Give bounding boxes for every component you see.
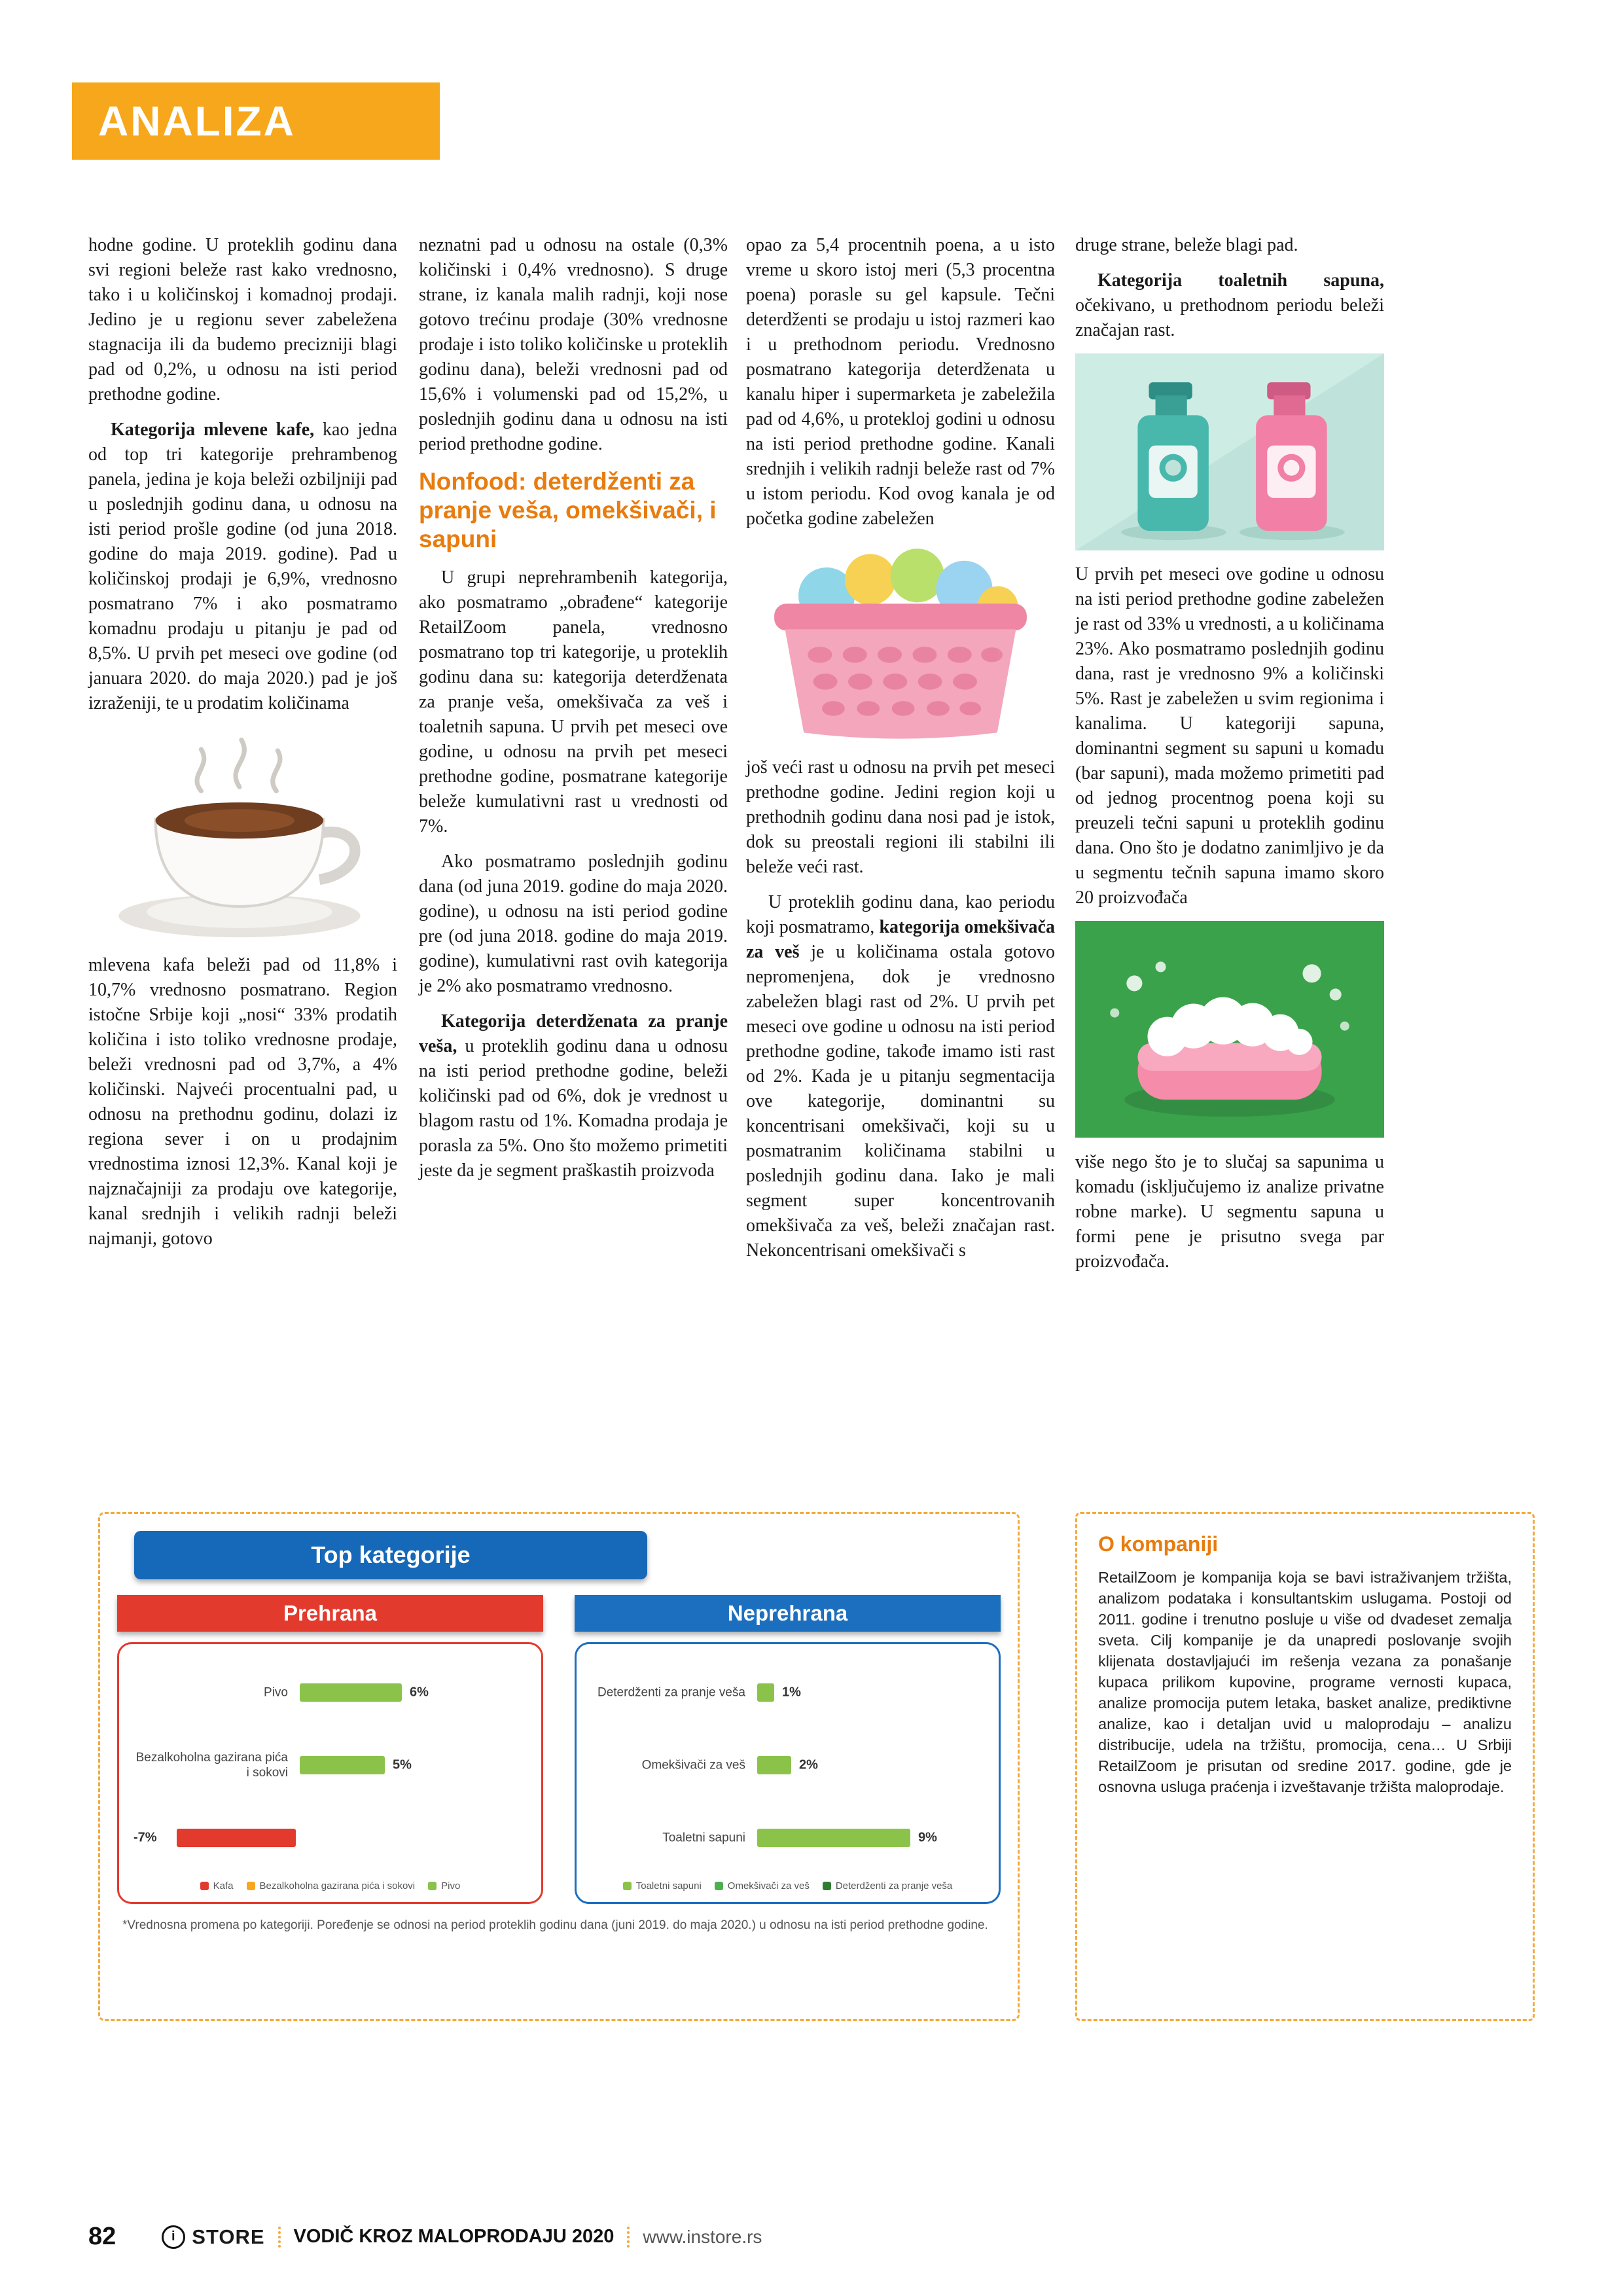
legend-label: Pivo [441, 1880, 461, 1892]
legend-marker-icon [623, 1882, 632, 1890]
legend-item [247, 1880, 416, 1892]
chart-bar-label: Omekšivači za veš [641, 1758, 745, 1772]
paragraph: mlevena kafa beleži pad od 11,8% i 10,7% vrednosno posmatrano. Region istočne Srbije koji „nosi“ 33% prodatih količina i isto toliko vrednosne prodaje, beleži vrednosni pad od 3,7%, a 4% količinski. Najveći procentualni pad, u odnosu na prethodnu godinu, dolazi iz regiona sever i on u prodajnim vrednostima iznosi 12,3%. Kanal koji je najznačajniji za prodaju ove kategorije, kanal srednjih i velikih radnji beleži najmanji, gotovo [88, 955, 397, 1249]
paragraph-lead: Kategorija mlevene kafe, [111, 420, 315, 440]
section-header [72, 82, 440, 160]
top-categories-chart [98, 1512, 1020, 2021]
chart-column-prehrana [117, 1595, 543, 1904]
chart-bar [300, 1756, 385, 1774]
chart-legend-prehrana [132, 1874, 528, 1894]
paragraph: Ako posmatramo poslednjih godinu dana (od juna 2019. godine do maja 2020. godine), u odnosu na isti period godine pre (od juna 2018. godine do maja 2019. godine), kumulativni rast ovih kategorija je 2% ako posmatramo vrednosno. [419, 852, 728, 996]
legend-item [200, 1880, 234, 1892]
legend-marker-icon [200, 1882, 209, 1890]
chart-column-neprehrana [575, 1595, 1001, 1904]
coffee-cup-illustration [88, 726, 397, 941]
chart-bar-label: Deterdženti za pranje veša [597, 1685, 745, 1699]
chart-bar [757, 1829, 910, 1847]
paragraph [1075, 268, 1384, 343]
legend-marker-icon [715, 1882, 723, 1890]
paragraph: U prvih pet meseci ove godine u odnosu na isti period prethodne godine zabeležen je rast od 33% u vrednosti, a u količinama 23%. Ako posmatramo poslednjih godinu dana, rast je vrednosno 9% a količinski 5%. Rast je zabeležen u svim regionima i kanalima. U kategoriji sapuna, dominantni segment su sapuni u komadu (bar sapuni), mada možemo primetiti pad od jednog procentnog poena koji su preuzeli tečni sapuni u proteklih godinu dana. Ono što je dodatno zanimljivo je da u segmentu tečnih sapuna imamo skoro 20 proizvođača [1075, 564, 1384, 908]
chart-legend-neprehrana [590, 1874, 986, 1894]
about-title: O kompaniji [1098, 1532, 1219, 1556]
legend-label: Omekšivači za veš [727, 1880, 810, 1892]
chart-bar-value: 1% [782, 1685, 801, 1699]
subsection-heading: Nonfood: deterdženti za pranje veša, omekšivači, i sapuni [419, 468, 717, 552]
chart-group-prehrana [117, 1642, 543, 1904]
chart-bar-label: Toaletni sapuni [662, 1831, 745, 1844]
chart-bars-neprehrana [590, 1656, 986, 1874]
chart-bar-row [590, 1808, 986, 1868]
brand-name: STORE [192, 2225, 265, 2248]
chart-bar-value: 6% [410, 1685, 429, 1699]
chart-bar [177, 1829, 296, 1847]
chart-bar-value: 2% [799, 1757, 818, 1772]
paragraph: hodne godine. U proteklih godinu dana svi regioni beleže rast kako vrednosno, tako i u količinskoj i komadnoj prodaji. Jedino je u regionu sever zabeležena stagnacija ili da budemo precizniji blagi pad od 0,2%, u odnosu na isti period prethodne godine. [88, 235, 397, 404]
paragraph: druge strane, beleže blagi pad. [1075, 235, 1298, 255]
text-column-4 [1075, 233, 1384, 1285]
paragraph-text: je u količinama ostala gotovo nepromenjena, dok je vrednosno zabeležen blagi rast od 2%. U prvih pet meseci ove godine u odnosu na isti period prethodne godine, takođe imamo isti rast od 2%. Kada je u pitanju segmentacija ove kategorije, dominantni su koncentrisani omekšivači, koji su u posmatranim količinama stabilni u poslednjih godinu dana. Iako je mali segment super koncentrovanih omekšivača za veš, beleži značajan rast. Nekoncentrisani omekšivači s [746, 941, 1055, 1261]
instore-icon: i [162, 2225, 185, 2249]
about-body: RetailZoom je kompanija koja se bavi istraživanjem tržišta, analizom podataka i konsultantskim uslugama. Postoji od 2011. godine i trenutno posluje u više od dvadeset zemalja sveta. Cilj kompanije je da unapredi poslovanje svojih klijenata dostavljajući im rešenja vezana za ponašanje kupaca prilikom kupovine, programe vernosti kupaca, analize promocija putem letaka, basket analize, prediktivne analize, kao i detaljan uvid u maloprodaju – analizu distribucije, udela na tržištu, promocija, cena… U Srbiji RetailZoom je prisutan od sredine 2017. godine, gde je osnovna usluga praćenja i izveštavanje tržišta maloprodaje. [1098, 1569, 1512, 1795]
chart-group-header-prehrana: Prehrana [117, 1595, 543, 1632]
legend-item [823, 1880, 952, 1892]
chart-bars-prehrana [132, 1656, 528, 1874]
chart-bar-row [132, 1735, 528, 1795]
paragraph: neznatni pad u odnosu na ostale (0,3% količinski i 0,4% vrednosno). S druge strane, iz kanala malih radnji, koji nose gotovo trećinu prodaje (30% vrednosne prodaje i isto toliko količinske u proteklih godinu dana), beleži vrednosni pad od 15,6% i volumenski pad od 15,2%, u poslednjih godinu dana u odnosu na isti period prethodne godine. [419, 235, 728, 454]
legend-item [623, 1880, 702, 1892]
legend-marker-icon [823, 1882, 831, 1890]
section-label: ANALIZA [98, 98, 296, 145]
chart-bar-label: Pivo [264, 1685, 288, 1699]
paragraph [419, 1009, 728, 1183]
legend-label: Deterdženti za pranje veša [835, 1880, 953, 1892]
footer-guide-title: VODIČ KROZ MALOPRODAJU 2020 [293, 2226, 615, 2247]
chart-bar-row [132, 1808, 528, 1868]
paragraph: još veći rast u odnosu na prvih pet meseci prethodne godine. Jedini region koji u prethodnih godinu dana nosi pad je istok, dok su preostali regioni ili stabilni ili beleže veći rast. [746, 757, 1055, 877]
paragraph-emphasis: kategorija omekšivača za veš [746, 916, 1055, 962]
footer-url[interactable]: www.instore.rs [643, 2226, 762, 2247]
chart-bar-value: -7% [134, 1830, 157, 1844]
chart-group-neprehrana [575, 1642, 1001, 1904]
paragraph: U grupi neprehrambenih kategorija, ako posmatramo „obrađene“ kategorije RetailZoom panela, vrednosno posmatrano top tri kategorije, u proteklih godinu dana su: kategorija deterdženata za pranje veša, omekšivača za veš i toaletnih sapuna. U prvih pet meseci ove godine, u odnosu na prvih pet meseci prethodne godine, posmatrane kategorije beleže kumulativni rast u vrednosti od 7%. [419, 567, 728, 836]
footer-separator [627, 2227, 630, 2248]
legend-label: Kafa [213, 1880, 234, 1892]
paragraph-lead: Kategorija toaletnih sapuna, [1097, 270, 1384, 291]
paragraph-lead: Kategorija deterdženata za pranje veša, [419, 1011, 728, 1056]
chart-bar-value: 5% [393, 1757, 412, 1772]
laundry-basket-illustration [746, 542, 1055, 744]
paragraph-text: očekivano, u prethodnom periodu beleži značajan rast. [1075, 295, 1384, 340]
legend-label: Toaletni sapuni [635, 1880, 702, 1892]
paragraph-text: u proteklih godinu dana u odnosu na isti period prethodne godine, beleži količinski pad od 6%, dok je vrednost u blagom rastu od 1%. Komadna prodaja je porasla za 5%. Ono što možemo primetiti jeste da je segment praškastih proizvoda [419, 1036, 728, 1181]
legend-item [428, 1880, 460, 1892]
paragraph-text: U proteklih godinu dana, kao periodu koji posmatramo, [746, 891, 1055, 937]
store-logo [162, 2225, 264, 2249]
paragraph [746, 890, 1055, 1263]
page-footer [88, 2223, 1535, 2251]
detergent-bottles-illustration [1075, 353, 1384, 550]
chart-bar-value: 9% [918, 1830, 937, 1844]
paragraph: opao za 5,4 procentnih poena, a u isto vreme u skoro istoj meri (5,3 procentna poena) porasle su gel kapsule. Tečni deterdženti se prodaju u istoj razmeri kao i u prethodnom periodu. Vrednosno posmatrano kategorija deterdženata u kanalu hiper i supermarketa je zabeležila pad od 4,6%, u protekloj godini u odnosu na isti period prethodne godine. Kanali srednjih i velikih radnji beleže rast od 7% u istom periodu. Kod ovog kanala je od početka godine zabeležen [746, 235, 1055, 529]
chart-bar-label: Bezalkoholna gazirana pića i sokovi [135, 1750, 288, 1780]
legend-item [715, 1880, 810, 1892]
text-column-1 [88, 233, 397, 1262]
text-column-3 [746, 233, 1055, 1274]
chart-bar-row [590, 1735, 986, 1795]
footer-separator [278, 2227, 281, 2248]
chart-bar-row [590, 1662, 986, 1723]
legend-marker-icon [247, 1882, 255, 1890]
about-company-box [1075, 1512, 1535, 2021]
paragraph: više nego što je to slučaj sa sapunima u komadu (isključujemo iz analize privatne robne marke). U segmentu sapuna u formi pene je prisutno svega par proizvođača. [1075, 1151, 1384, 1272]
paragraph [88, 418, 397, 716]
page-number: 82 [88, 2223, 116, 2250]
chart-bar [757, 1756, 791, 1774]
paragraph-text: kao jedna od top tri kategorije prehrambenog panela, jedina je koja beleži ozbiljniji pad u poslednjih godinu dana, u odnosu na isti period prošle godine (od juna 2018. godine do maja 2019. godine). Pad u količinskoj prodaji je 6,9%, vrednosno posmatrano 7% i ako posmatramo komadnu prodaju u pitanju je pad od 8,5%. U prvih pet meseci ove godine (od januara 2020. do maja 2020.) pad je još izraženiji, te u prodatim količinama [88, 420, 397, 713]
soap-illustration [1075, 921, 1384, 1138]
legend-label: Bezalkoholna gazirana pića i sokovi [259, 1880, 416, 1892]
chart-bar-row [132, 1662, 528, 1723]
text-column-2 [419, 233, 728, 1194]
chart-bar [300, 1683, 402, 1702]
legend-marker-icon [428, 1882, 437, 1890]
chart-bar [757, 1683, 774, 1702]
chart-title: Top kategorije [134, 1531, 647, 1579]
chart-footnote: *Vrednosna promena po kategoriji. Poređenje se odnosi na period proteklih godinu dana (juni 2019. do maja 2020.) u odnosu na isti period prethodne godine. [122, 1918, 988, 1932]
chart-group-header-neprehrana: Neprehrana [575, 1595, 1001, 1632]
